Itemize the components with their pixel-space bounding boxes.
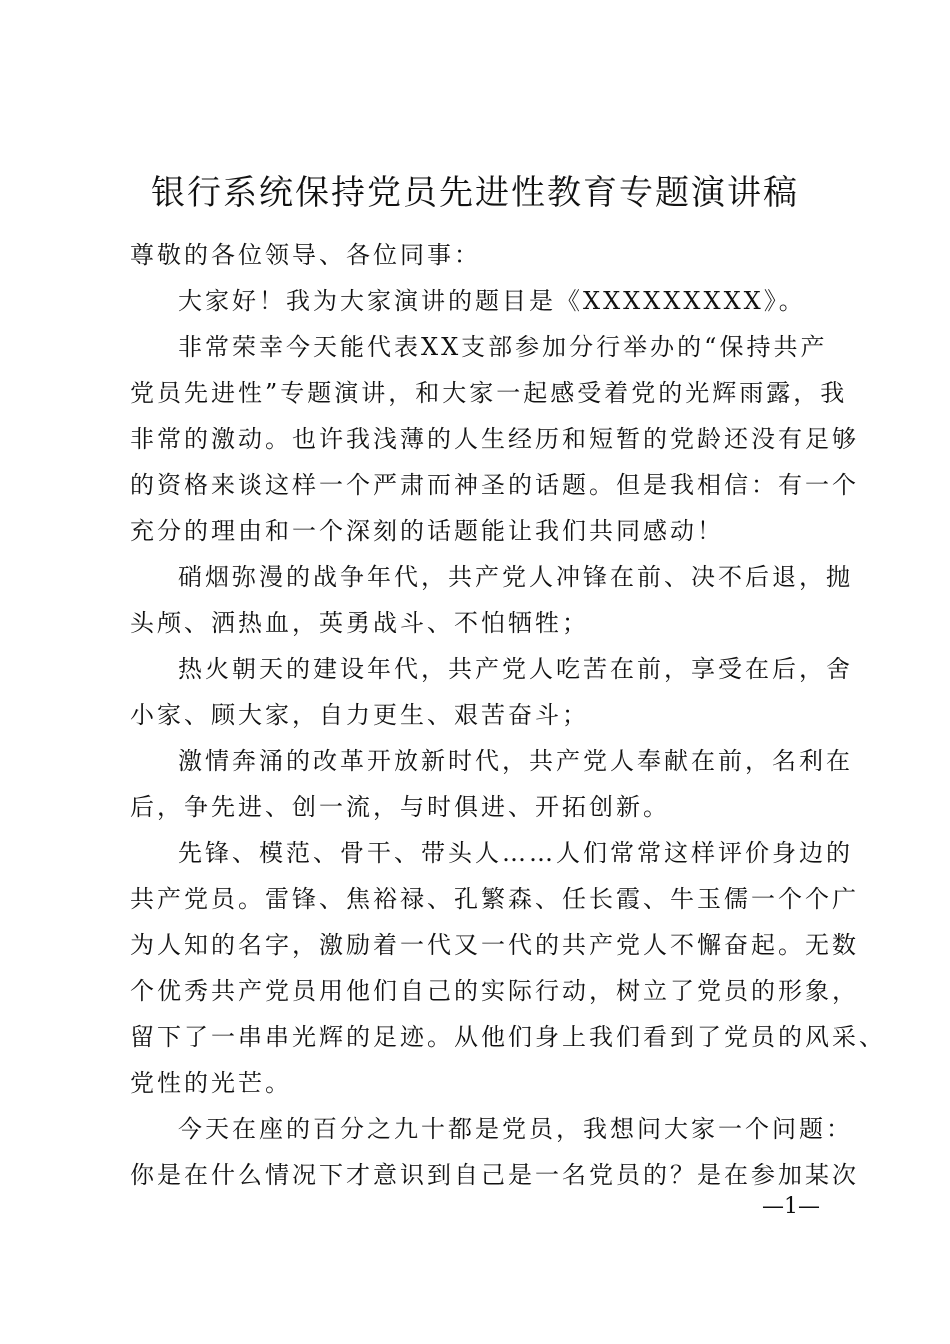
paragraph-line: 硝烟弥漫的战争年代，共产党人冲锋在前、决不后退，抛 bbox=[178, 563, 853, 591]
paragraph-line: 个优秀共产党员用他们自己的实际行动，树立了党员的形象， bbox=[130, 977, 859, 1005]
paragraph-line: 小家、顾大家，自力更生、艰苦奋斗； bbox=[130, 701, 589, 729]
paragraph-line: 后，争先进、创一流，与时俱进、开拓创新。 bbox=[130, 793, 670, 821]
paragraph-line: 共产党员。雷锋、焦裕禄、孔繁森、任长霞、牛玉儒一个个广 bbox=[130, 885, 859, 913]
paragraph-line: 头颅、洒热血，英勇战斗、不怕牺牲； bbox=[130, 609, 589, 637]
document-title: 银行系统保持党员先进性教育专题演讲稿 bbox=[151, 173, 799, 213]
paragraph-line: 激情奔涌的改革开放新时代，共产党人奉献在前，名利在 bbox=[178, 747, 853, 775]
paragraph-line: 你是在什么情况下才意识到自己是一名党员的？是在参加某次 bbox=[130, 1161, 859, 1189]
paragraph-line: 非常荣幸今天能代表XX支部参加分行举办的“保持共产 bbox=[178, 333, 828, 361]
paragraph-line: 非常的激动。也许我浅薄的人生经历和短暂的党龄还没有足够 bbox=[130, 425, 859, 453]
paragraph-line: 党员先进性”专题演讲，和大家一起感受着党的光辉雨露，我 bbox=[130, 379, 848, 407]
paragraph-line: 充分的理由和一个深刻的话题能让我们共同感动！ bbox=[130, 517, 724, 545]
paragraph-line: 留下了一串串光辉的足迹。从他们身上我们看到了党员的风采、 bbox=[130, 1023, 886, 1051]
paragraph-line: 为人知的名字，激励着一代又一代的共产党人不懈奋起。无数 bbox=[130, 931, 859, 959]
paragraph-line: 的资格来谈这样一个严肃而神圣的话题。但是我相信：有一个 bbox=[130, 471, 859, 499]
paragraph-line: 热火朝天的建设年代，共产党人吃苦在前，享受在后，舍 bbox=[178, 655, 853, 683]
paragraph-line: 今天在座的百分之九十都是党员，我想问大家一个问题： bbox=[178, 1115, 853, 1143]
paragraph-line: 先锋、模范、骨干、带头人……人们常常这样评价身边的 bbox=[178, 839, 853, 867]
paragraph-line: 党性的光芒。 bbox=[130, 1069, 292, 1097]
paragraph-line: 大家好！我为大家演讲的题目是《XXXXXXXXX》。 bbox=[178, 287, 806, 315]
salutation-line: 尊敬的各位领导、各位同事： bbox=[130, 241, 481, 269]
document-body bbox=[130, 232, 886, 1198]
page-number: —1— bbox=[762, 1194, 820, 1219]
